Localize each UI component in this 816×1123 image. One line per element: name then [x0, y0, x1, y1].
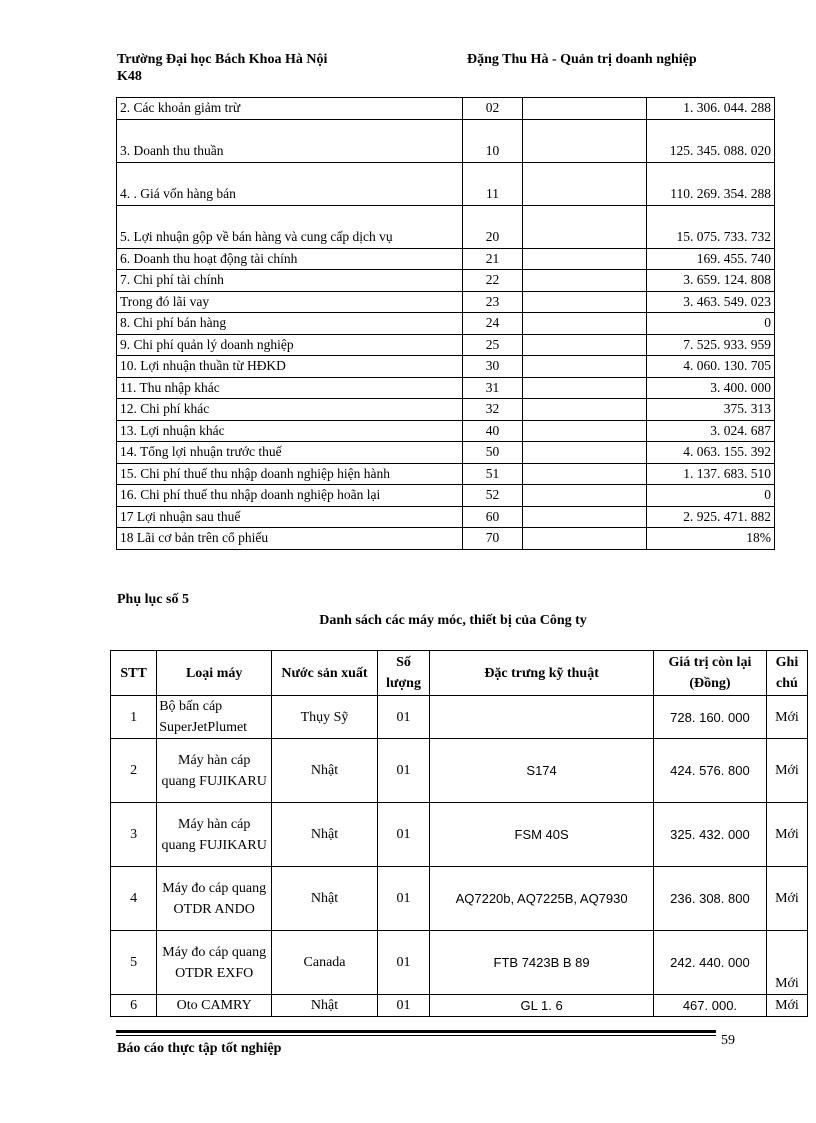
- income-item-value: 4. 060. 130. 705: [647, 356, 775, 378]
- header-stt: STT: [111, 651, 157, 696]
- income-item-code: 24: [463, 313, 523, 335]
- appendix-title: Phụ lục số 5: [117, 592, 189, 607]
- income-item-name: 4. . Giá vốn hàng bán: [117, 162, 463, 205]
- income-row: [117, 205, 775, 248]
- income-item-note: [523, 98, 647, 120]
- equipment-origin: Nhật: [272, 867, 378, 931]
- income-item-note: [523, 420, 647, 442]
- equipment-note: Mới: [766, 867, 807, 931]
- income-item-value: 3. 400. 000: [647, 377, 775, 399]
- equipment-note: Mới: [766, 696, 807, 739]
- equipment-origin: Nhật: [272, 995, 378, 1017]
- equipment-type: Máy hàn cáp quang FUJIKARU: [157, 739, 272, 803]
- equipment-type: Bộ bấn cáp SuperJetPlumet: [157, 696, 272, 739]
- income-item-name: 13. Lợi nhuận khác: [117, 420, 463, 442]
- income-statement-body: [117, 98, 775, 550]
- income-item-value: 7. 525. 933. 959: [647, 334, 775, 356]
- equipment-stt: 5: [111, 931, 157, 995]
- header-spec: Đặc trưng kỹ thuật: [430, 651, 654, 696]
- equipment-type: Máy đo cáp quang OTDR ANDO: [157, 867, 272, 931]
- equipment-spec: FTB 7423B B 89: [430, 931, 654, 995]
- income-item-code: 21: [463, 248, 523, 270]
- income-item-code: 70: [463, 528, 523, 550]
- income-item-code: 11: [463, 162, 523, 205]
- income-item-code: 60: [463, 506, 523, 528]
- equipment-stt: 3: [111, 803, 157, 867]
- equipment-note: Mới: [766, 931, 807, 995]
- income-item-value: 125. 345. 088. 020: [647, 119, 775, 162]
- equipment-origin: Canada: [272, 931, 378, 995]
- equipment-origin: Nhật: [272, 803, 378, 867]
- equipment-spec: [430, 696, 654, 739]
- income-item-name: 7. Chi phí tài chính: [117, 270, 463, 292]
- income-item-code: 40: [463, 420, 523, 442]
- income-item-code: 51: [463, 463, 523, 485]
- income-row: [117, 356, 775, 378]
- income-row: [117, 399, 775, 421]
- income-row: [117, 528, 775, 550]
- income-item-code: 23: [463, 291, 523, 313]
- income-row: [117, 442, 775, 464]
- equipment-stt: 6: [111, 995, 157, 1017]
- income-row: [117, 420, 775, 442]
- income-item-name: 5. Lợi nhuận gộp về bán hàng và cung cấp dịch vụ: [117, 205, 463, 248]
- equipment-row: [111, 803, 808, 867]
- income-item-name: 8. Chi phí bán hàng: [117, 313, 463, 335]
- income-item-name: 6. Doanh thu hoạt động tài chính: [117, 248, 463, 270]
- header-value: Giá trị còn lại (Đồng): [653, 651, 766, 696]
- equipment-spec: AQ7220b, AQ7225B, AQ7930: [430, 867, 654, 931]
- income-item-value: 3. 659. 124. 808: [647, 270, 775, 292]
- income-item-value: 3. 463. 549. 023: [647, 291, 775, 313]
- footer-text: Báo cáo thực tập tốt nghiệp: [117, 1041, 282, 1056]
- income-item-name: 2. Các khoản giảm trừ: [117, 98, 463, 120]
- income-item-value: 2. 925. 471. 882: [647, 506, 775, 528]
- income-row: [117, 98, 775, 120]
- income-statement-table: [116, 97, 775, 550]
- income-item-code: 20: [463, 205, 523, 248]
- income-item-note: [523, 463, 647, 485]
- equipment-spec: GL 1. 6: [430, 995, 654, 1017]
- equipment-spec: S174: [430, 739, 654, 803]
- income-item-note: [523, 485, 647, 507]
- equipment-row: [111, 867, 808, 931]
- income-row: [117, 485, 775, 507]
- income-item-code: 52: [463, 485, 523, 507]
- equipment-type: Máy hàn cáp quang FUJIKARU: [157, 803, 272, 867]
- income-item-value: 110. 269. 354. 288: [647, 162, 775, 205]
- income-item-name: 11. Thu nhập khác: [117, 377, 463, 399]
- income-item-value: 0: [647, 485, 775, 507]
- income-item-code: 22: [463, 270, 523, 292]
- equipment-value: 242. 440. 000: [653, 931, 766, 995]
- income-item-value: 169. 455. 740: [647, 248, 775, 270]
- income-item-note: [523, 313, 647, 335]
- equipment-row: [111, 696, 808, 739]
- equipment-spec: FSM 40S: [430, 803, 654, 867]
- equipment-row: [111, 995, 808, 1017]
- equipment-note: Mới: [766, 739, 807, 803]
- income-item-value: 375. 313: [647, 399, 775, 421]
- equipment-table: [110, 650, 808, 1017]
- equipment-value: 236. 308. 800: [653, 867, 766, 931]
- income-item-code: 32: [463, 399, 523, 421]
- income-row: [117, 463, 775, 485]
- income-item-note: [523, 377, 647, 399]
- equipment-qty: 01: [377, 867, 429, 931]
- income-item-name: 9. Chi phí quản lý doanh nghiệp: [117, 334, 463, 356]
- header-author: Đặng Thu Hà - Quản trị doanh nghiệp: [467, 52, 697, 67]
- header-note: Ghi chú: [766, 651, 807, 696]
- income-item-value: 1. 137. 683. 510: [647, 463, 775, 485]
- equipment-qty: 01: [377, 696, 429, 739]
- income-item-note: [523, 334, 647, 356]
- income-item-name: 14. Tổng lợi nhuận trước thuế: [117, 442, 463, 464]
- income-item-note: [523, 442, 647, 464]
- equipment-row: [111, 739, 808, 803]
- income-item-name: 16. Chi phí thuế thu nhập doanh nghiệp hoãn lại: [117, 485, 463, 507]
- header-school-name: Trường Đại học Bách Khoa Hà Nội: [117, 52, 328, 67]
- header-type: Loại máy: [157, 651, 272, 696]
- equipment-origin: Nhật: [272, 739, 378, 803]
- income-item-name: 18 Lãi cơ bản trên cổ phiếu: [117, 528, 463, 550]
- income-item-name: 12. Chi phí khác: [117, 399, 463, 421]
- income-row: [117, 119, 775, 162]
- equipment-header-row: [111, 651, 808, 696]
- income-item-note: [523, 356, 647, 378]
- equipment-qty: 01: [377, 739, 429, 803]
- equipment-body: [111, 696, 808, 1017]
- income-item-name: 17 Lợi nhuận sau thuế: [117, 506, 463, 528]
- equipment-stt: 2: [111, 739, 157, 803]
- income-item-note: [523, 270, 647, 292]
- equipment-value: 728. 160. 000: [653, 696, 766, 739]
- equipment-origin: Thụy Sỹ: [272, 696, 378, 739]
- income-row: [117, 334, 775, 356]
- income-item-code: 02: [463, 98, 523, 120]
- income-row: [117, 291, 775, 313]
- income-row: [117, 270, 775, 292]
- equipment-note: Mới: [766, 803, 807, 867]
- equipment-row: [111, 931, 808, 995]
- income-item-value: 15. 075. 733. 732: [647, 205, 775, 248]
- income-item-note: [523, 399, 647, 421]
- income-item-note: [523, 291, 647, 313]
- income-item-value: 18%: [647, 528, 775, 550]
- income-row: [117, 313, 775, 335]
- income-item-code: 50: [463, 442, 523, 464]
- equipment-qty: 01: [377, 931, 429, 995]
- equipment-list-title: Danh sách các máy móc, thiết bị của Công ty: [319, 613, 587, 628]
- income-row: [117, 162, 775, 205]
- equipment-value: 467. 000.: [653, 995, 766, 1017]
- income-item-note: [523, 528, 647, 550]
- equipment-type: Oto CAMRY: [157, 995, 272, 1017]
- equipment-value: 325. 432. 000: [653, 803, 766, 867]
- equipment-type: Máy đo cáp quang OTDR EXFO: [157, 931, 272, 995]
- footer-rule-thin: [116, 1035, 716, 1036]
- equipment-stt: 1: [111, 696, 157, 739]
- header-class: K48: [117, 69, 142, 84]
- equipment-value: 424. 576. 800: [653, 739, 766, 803]
- equipment-note: Mới: [766, 995, 807, 1017]
- income-item-name: 10. Lợi nhuận thuần từ HĐKD: [117, 356, 463, 378]
- income-row: [117, 377, 775, 399]
- income-item-value: 1. 306. 044. 288: [647, 98, 775, 120]
- income-item-note: [523, 162, 647, 205]
- income-item-name: Trong đó lãi vay: [117, 291, 463, 313]
- equipment-stt: 4: [111, 867, 157, 931]
- header-qty: Số lượng: [377, 651, 429, 696]
- equipment-qty: 01: [377, 803, 429, 867]
- income-item-note: [523, 119, 647, 162]
- income-item-value: 3. 024. 687: [647, 420, 775, 442]
- income-item-value: 0: [647, 313, 775, 335]
- page-number: 59: [721, 1033, 735, 1048]
- income-item-note: [523, 205, 647, 248]
- income-row: [117, 248, 775, 270]
- header-origin: Nước sản xuất: [272, 651, 378, 696]
- income-item-code: 30: [463, 356, 523, 378]
- income-item-note: [523, 248, 647, 270]
- income-item-code: 31: [463, 377, 523, 399]
- income-item-note: [523, 506, 647, 528]
- equipment-qty: 01: [377, 995, 429, 1017]
- income-item-code: 10: [463, 119, 523, 162]
- footer-rule-thick: [116, 1030, 716, 1033]
- income-item-name: 15. Chi phí thuế thu nhập doanh nghiệp hiện hành: [117, 463, 463, 485]
- income-item-code: 25: [463, 334, 523, 356]
- income-item-value: 4. 063. 155. 392: [647, 442, 775, 464]
- header-school: [117, 51, 417, 85]
- income-item-name: 3. Doanh thu thuần: [117, 119, 463, 162]
- income-row: [117, 506, 775, 528]
